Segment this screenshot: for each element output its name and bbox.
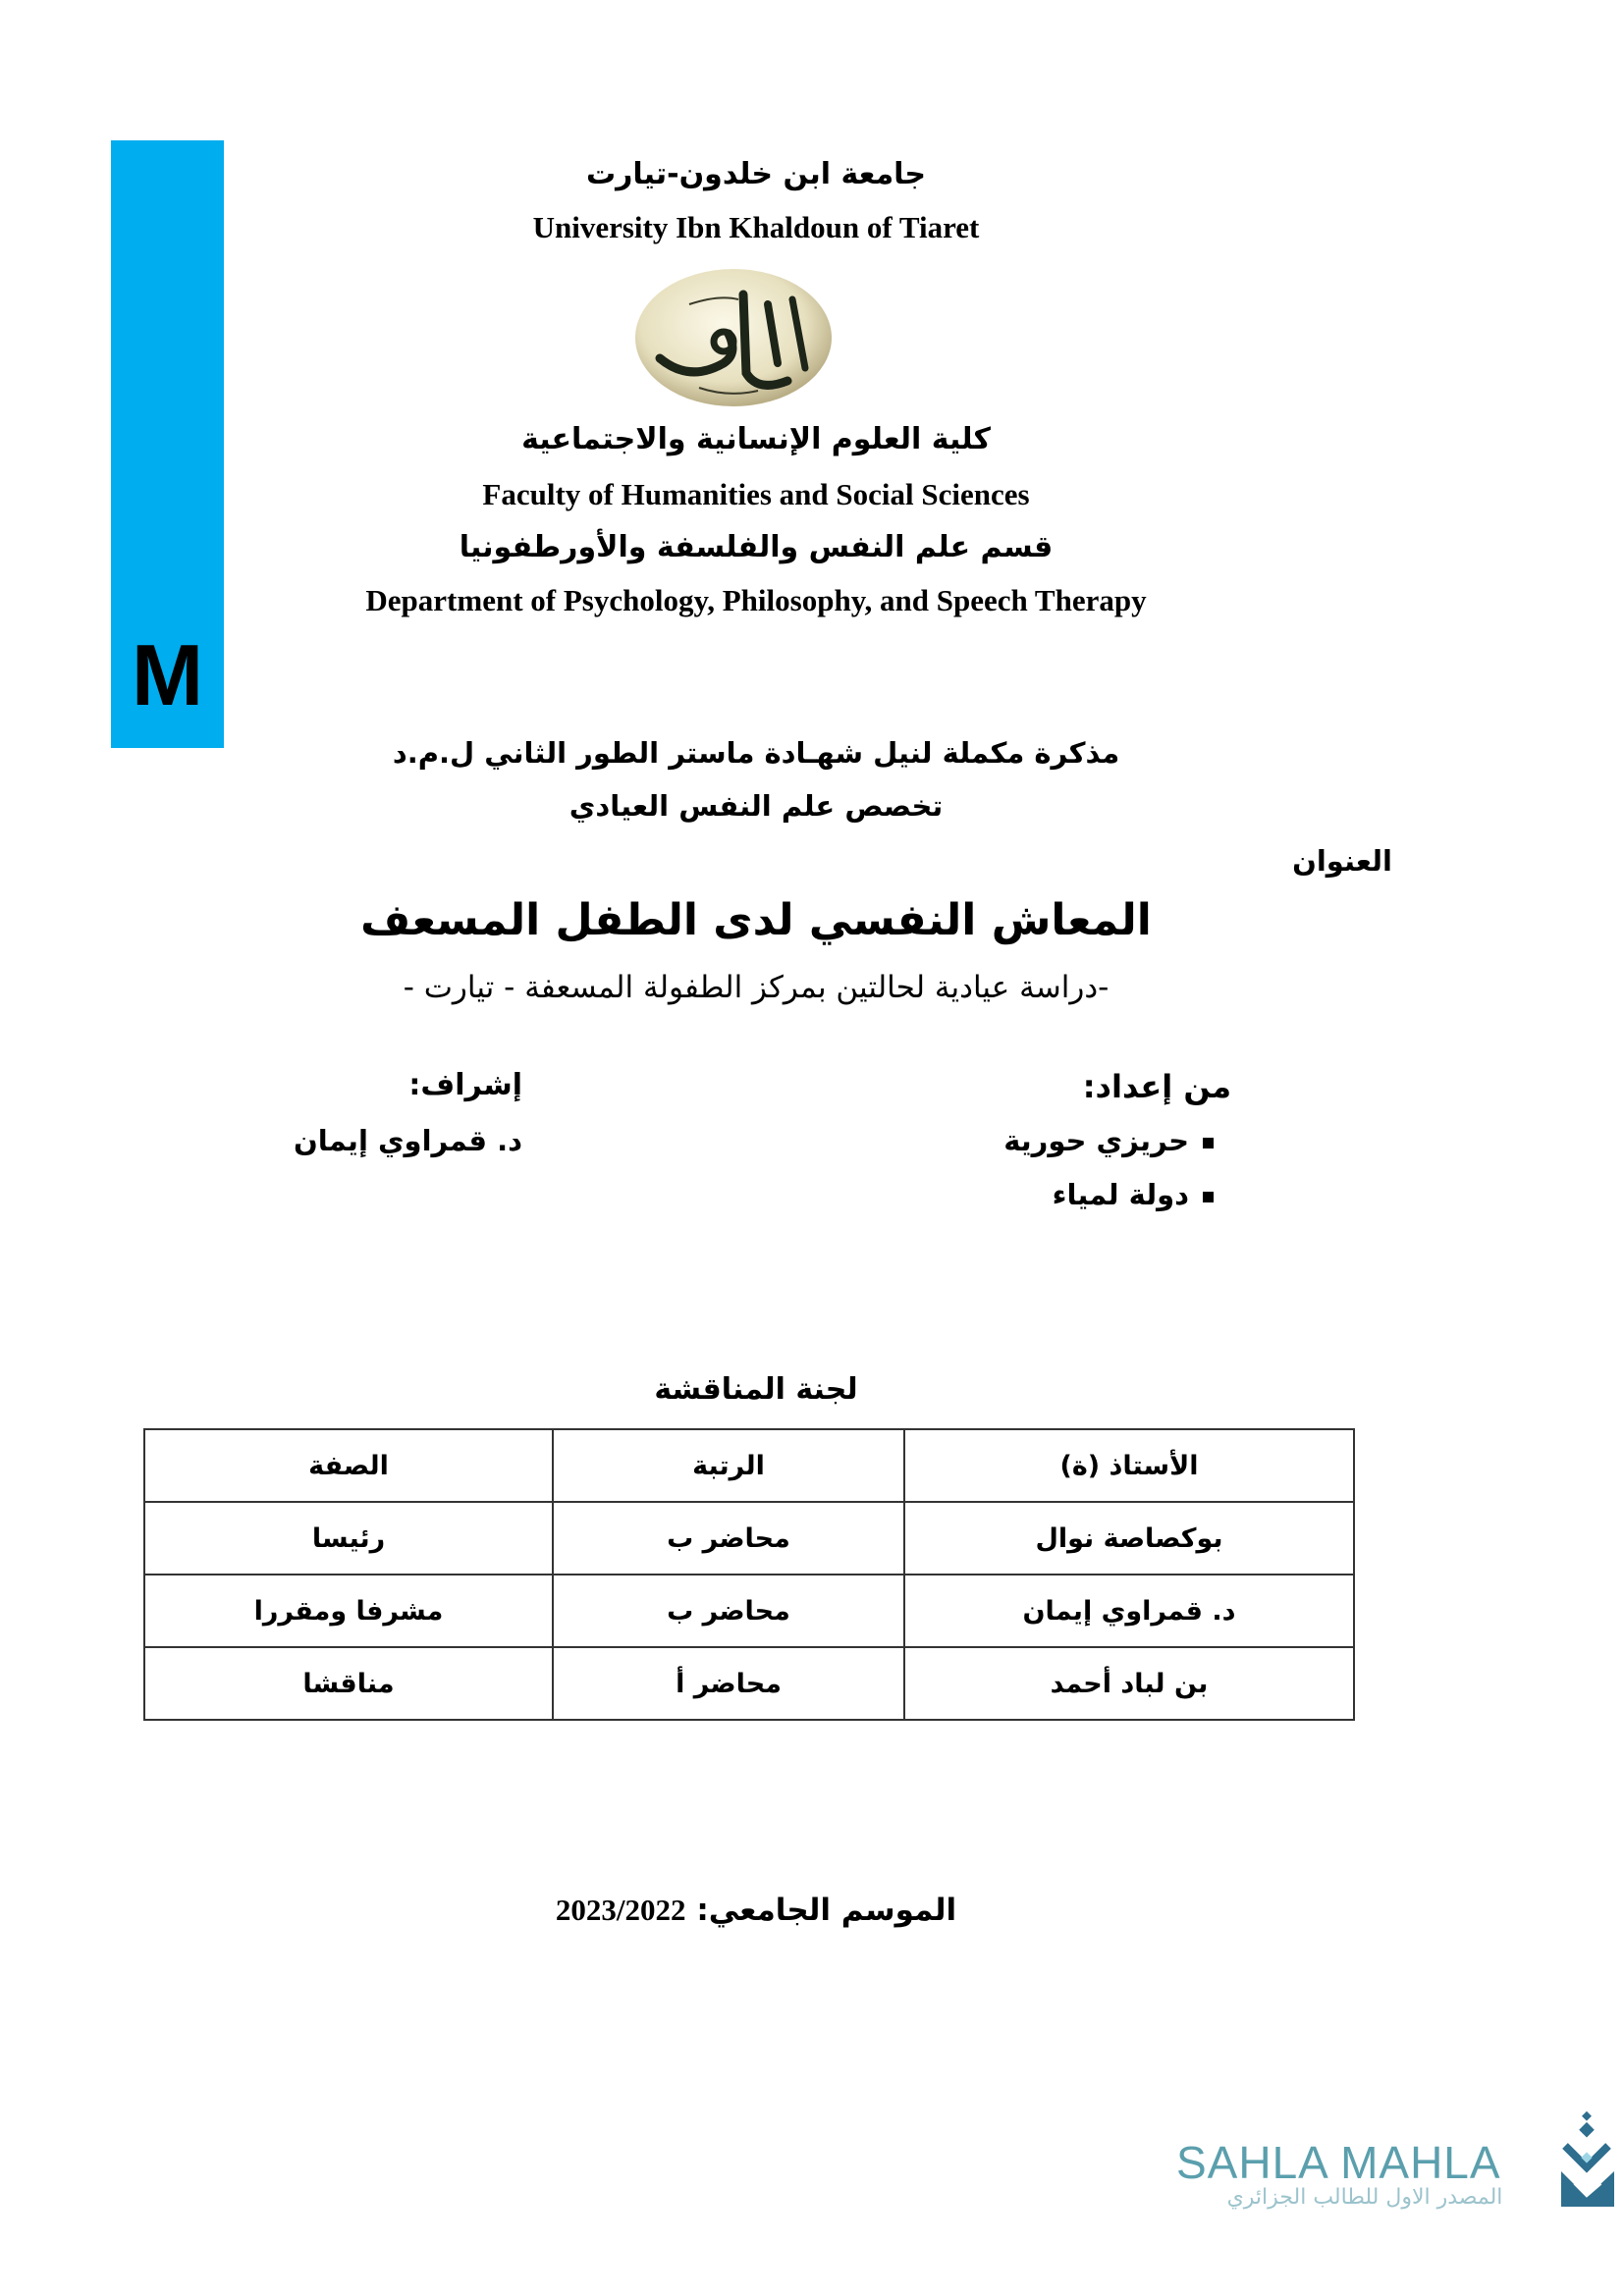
thesis-subtitle: -دراسة عيادية لحالتين بمركز الطفولة المسعفة - تيارت - — [403, 970, 1110, 1005]
author-item: دولة لمياء — [1053, 1178, 1214, 1211]
faculty-name-ar: كلية العلوم الإنسانية والاجتماعية — [521, 422, 991, 456]
cell-rank: محاضر أ — [553, 1647, 904, 1720]
academic-year-value: 2023/2022 — [555, 1893, 686, 1927]
committee-title: لجنة المناقشة — [654, 1372, 858, 1407]
header-cell-rank: الرتبة — [553, 1429, 904, 1502]
academic-year — [0, 1893, 1512, 1928]
author-item: حريزي حورية — [1003, 1124, 1214, 1157]
authors-label: من إعداد: — [1082, 1068, 1231, 1105]
cell-role: مناقشا — [144, 1647, 553, 1720]
university-name-ar: جامعة ابن خلدون-تيارت — [585, 157, 927, 191]
cell-rank: محاضر ب — [553, 1575, 904, 1647]
supervisor-name: د. قمراوي إيمان — [293, 1124, 522, 1157]
cell-name: د. قمراوي إيمان — [904, 1575, 1354, 1647]
cell-role: رئيسا — [144, 1502, 553, 1575]
cell-name: بوكصاصة نوال — [904, 1502, 1354, 1575]
department-name-en: Department of Psychology, Philosophy, and Speech Therapy — [365, 583, 1147, 617]
header-cell-professor: الأستاذ (ة) — [904, 1429, 1354, 1502]
cell-role: مشرفا ومقررا — [144, 1575, 553, 1647]
bullet-icon — [1203, 1192, 1214, 1202]
academic-year-label: الموسم الجامعي: — [696, 1893, 957, 1928]
header-cell-role: الصفة — [144, 1429, 553, 1502]
table-header-row — [144, 1429, 1354, 1502]
table-row — [144, 1502, 1354, 1575]
cell-name: بن لباد أحمد — [904, 1647, 1354, 1720]
supervisor-label: إشراف: — [408, 1068, 522, 1102]
title-label: العنوان — [1292, 844, 1392, 878]
thesis-title: المعاش النفسي لدى الطفل المسعف — [360, 895, 1152, 945]
degree-line: مذكرة مكملة لنيل شهـادة ماستر الطور الثاني ل.م.د — [392, 736, 1120, 770]
watermark-tagline: المصدر الاول للطالب الجزائري — [1226, 2185, 1503, 2210]
sahla-mahla-watermark — [1176, 2110, 1618, 2218]
table-row — [144, 1575, 1354, 1647]
university-seal-icon — [630, 265, 837, 410]
university-name-en: University Ibn Khaldoun of Tiaret — [532, 210, 980, 244]
speciality: تخصص علم النفس العيادي — [568, 789, 944, 823]
cell-rank: محاضر ب — [553, 1502, 904, 1575]
committee-table — [143, 1428, 1355, 1721]
sahla-mahla-logo-icon — [1557, 2110, 1618, 2218]
side-tab-letter: M — [131, 626, 204, 723]
faculty-name-en: Faculty of Humanities and Social Sciences — [482, 477, 1030, 511]
table-row — [144, 1647, 1354, 1720]
bullet-icon — [1203, 1138, 1214, 1148]
watermark-brand: SAHLA MAHLA — [1176, 2137, 1501, 2188]
department-name-ar: قسم علم النفس والفلسفة والأورطفونيا — [459, 530, 1054, 564]
